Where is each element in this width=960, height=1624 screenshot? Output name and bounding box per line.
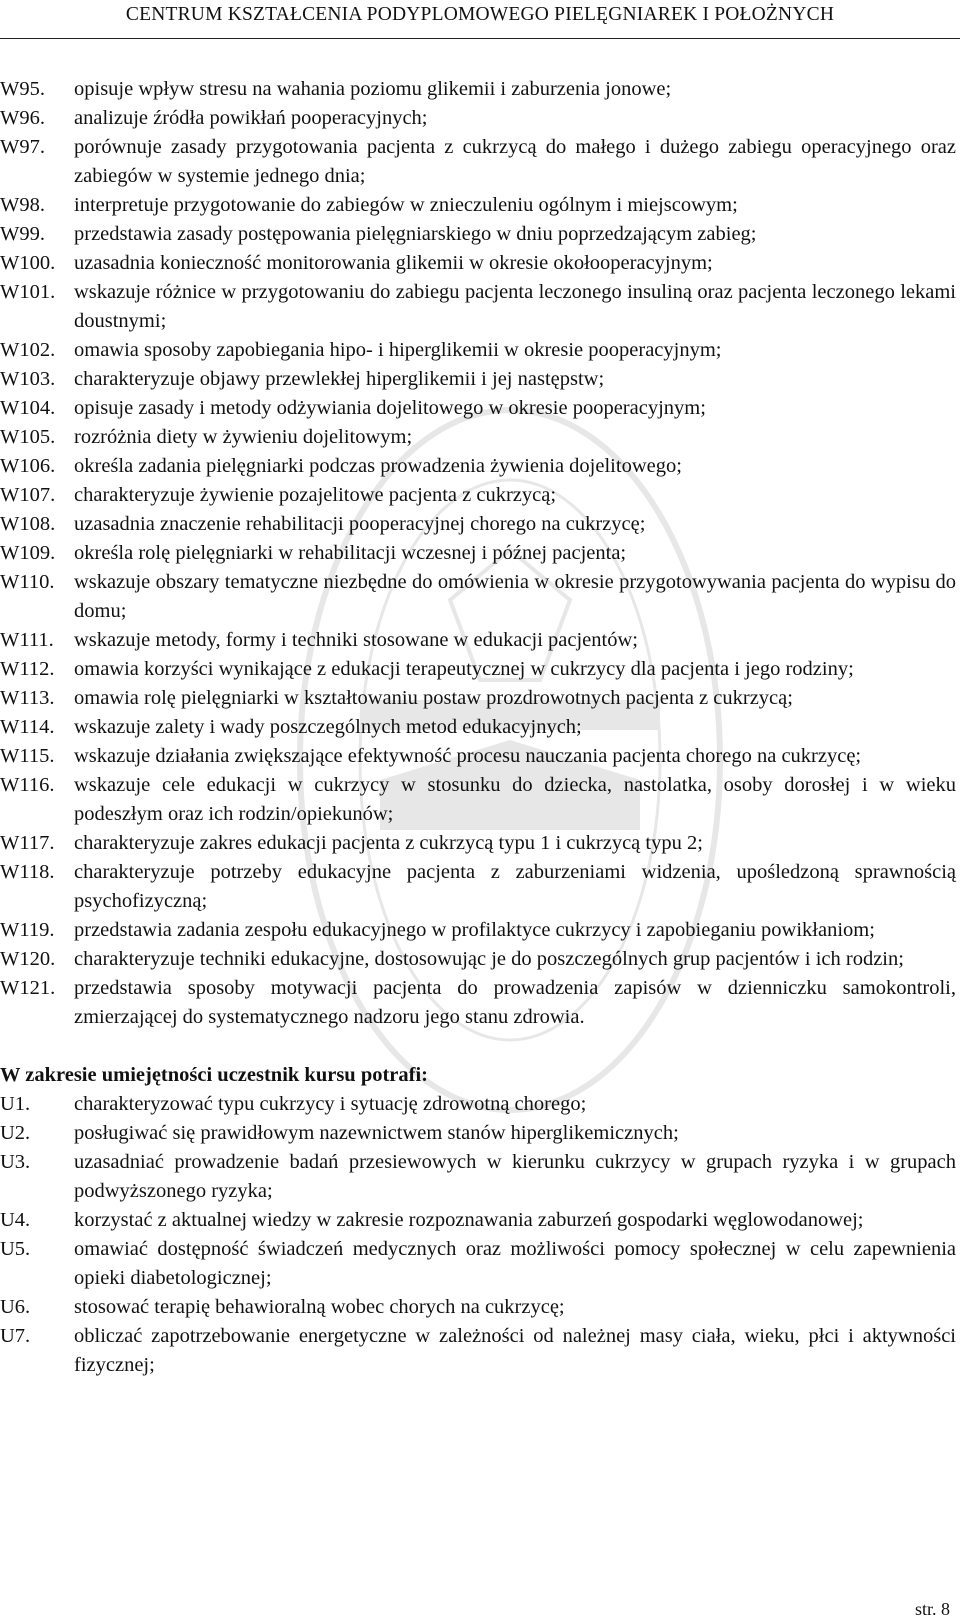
item-code: W104.	[0, 397, 56, 419]
list-item	[0, 1090, 960, 1119]
page-header: CENTRUM KSZTAŁCENIA PODYPLOMOWEGO PIELĘGNIAREK I POŁOŻNYCH	[125, 4, 835, 25]
item-text: charakteryzuje zakres edukacji pacjenta z cukrzycą typu 1 i cukrzycą typu 2;	[74, 832, 703, 854]
list-item	[0, 336, 960, 365]
item-code: W99.	[0, 223, 45, 245]
list-item	[0, 220, 960, 249]
item-code: W96.	[0, 107, 45, 129]
item-code: W112.	[0, 658, 55, 680]
item-code: W106.	[0, 455, 56, 477]
list-item	[0, 858, 960, 916]
list-item	[0, 481, 960, 510]
list-item	[0, 568, 960, 626]
item-code: U2.	[0, 1122, 31, 1144]
item-code: W109.	[0, 542, 56, 564]
document-body	[0, 75, 960, 1380]
list-item	[0, 278, 960, 336]
list-item	[0, 1148, 960, 1206]
list-item	[0, 365, 960, 394]
item-text: wskazuje cele edukacji w cukrzycy w stosunku do dziecka, nastolatka, osoby dorosłej i w wieku podeszłym oraz ich rodzin/opiekunów;	[74, 774, 956, 825]
item-text: omawiać dostępność świadczeń medycznych oraz możliwości pomocy społecznej w celu zapewnienia opieki diabetologicznej;	[74, 1238, 956, 1289]
list-item	[0, 1235, 960, 1293]
item-code: U6.	[0, 1296, 31, 1318]
skills-section-heading: W zakresie umiejętności uczestnik kursu potrafi:	[0, 1064, 429, 1086]
item-text: omawia rolę pielęgniarki w kształtowaniu postaw prozdrowotnych pacjenta z cukrzycą;	[74, 687, 793, 709]
item-text: charakteryzuje żywienie pozajelitowe pacjenta z cukrzycą;	[74, 484, 557, 506]
list-item	[0, 1119, 960, 1148]
list-item	[0, 626, 960, 655]
item-code: W115.	[0, 745, 55, 767]
item-text: charakteryzuje techniki edukacyjne, dostosowując je do poszczególnych grup pacjentów i ich rodzin;	[74, 948, 904, 970]
list-item	[0, 452, 960, 481]
item-text: uzasadnia znaczenie rehabilitacji pooperacyjnej chorego na cukrzycę;	[74, 513, 646, 535]
skills-outcomes-list	[0, 1090, 960, 1380]
item-text: wskazuje obszary tematyczne niezbędne do omówienia w okresie przygotowywania pacjenta do wypisu do domu;	[74, 571, 956, 622]
item-code: W116.	[0, 774, 55, 796]
item-code: W97.	[0, 136, 45, 158]
item-code: W118.	[0, 861, 55, 883]
list-item	[0, 684, 960, 713]
list-item	[0, 1322, 960, 1380]
list-item	[0, 655, 960, 684]
item-text: uzasadnia konieczność monitorowania glikemii w okresie okołooperacyjnym;	[74, 252, 713, 274]
item-text: określa rolę pielęgniarki w rehabilitacji wczesnej i późnej pacjenta;	[74, 542, 627, 564]
item-code: W120.	[0, 948, 56, 970]
item-text: przedstawia zasady postępowania pielęgniarskiego w dniu poprzedzającym zabieg;	[74, 223, 757, 245]
item-code: W114.	[0, 716, 55, 738]
item-text: charakteryzować typu cukrzycy i sytuację zdrowotną chorego;	[74, 1093, 587, 1115]
item-code: W95.	[0, 78, 45, 100]
list-item	[0, 539, 960, 568]
list-item	[0, 191, 960, 220]
item-code: U7.	[0, 1325, 31, 1347]
item-text: opisuje zasady i metody odżywiania dojelitowego w okresie pooperacyjnym;	[74, 397, 706, 419]
item-code: W110.	[0, 571, 55, 593]
item-text: interpretuje przygotowanie do zabiegów w znieczuleniu ogólnym i miejscowym;	[74, 194, 738, 216]
item-code: W111.	[0, 629, 54, 651]
item-code: W113.	[0, 687, 55, 709]
item-text: wskazuje działania zwiększające efektywność procesu nauczania pacjenta chorego na cukrzycę;	[74, 745, 862, 767]
list-item	[0, 104, 960, 133]
item-text: określa zadania pielęgniarki podczas prowadzenia żywienia dojelitowego;	[74, 455, 682, 477]
list-item	[0, 394, 960, 423]
item-code: W119.	[0, 919, 55, 941]
item-text: przedstawia sposoby motywacji pacjenta do prowadzenia zapisów w dzienniczku samokontroli, zmierzającej do systematycznego nadzoru jego stanu zdrowia.	[74, 977, 956, 1028]
item-text: charakteryzuje potrzeby edukacyjne pacjenta z zaburzeniami widzenia, upośledzoną sprawnością psychofizyczną;	[74, 861, 956, 912]
item-text: korzystać z aktualnej wiedzy w zakresie rozpoznawania zaburzeń gospodarki węglowodanowej;	[74, 1209, 864, 1231]
item-text: omawia korzyści wynikające z edukacji terapeutycznej w cukrzycy dla pacjenta i jego rodziny;	[74, 658, 854, 680]
item-text: omawia sposoby zapobiegania hipo- i hiperglikemii w okresie pooperacyjnym;	[74, 339, 722, 361]
item-text: opisuje wpływ stresu na wahania poziomu glikemii i zaburzenia jonowe;	[74, 78, 672, 100]
list-item	[0, 771, 960, 829]
item-text: rozróżnia diety w żywieniu dojelitowym;	[74, 426, 413, 448]
item-text: stosować terapię behawioralną wobec chorych na cukrzycę;	[74, 1296, 565, 1318]
list-item	[0, 423, 960, 452]
item-code: W102.	[0, 339, 56, 361]
list-item	[0, 133, 960, 191]
item-text: wskazuje metody, formy i techniki stosowane w edukacji pacjentów;	[74, 629, 638, 651]
list-item	[0, 742, 960, 771]
item-text: wskazuje zalety i wady poszczególnych metod edukacyjnych;	[74, 716, 582, 738]
list-item	[0, 1206, 960, 1235]
list-item	[0, 945, 960, 974]
item-text: uzasadniać prowadzenie badań przesiewowych w kierunku cukrzycy w grupach ryzyka i w grupach podwyższonego ryzyka;	[74, 1151, 956, 1202]
item-text: wskazuje różnice w przygotowaniu do zabiegu pacjenta leczonego insuliną oraz pacjenta leczonego lekami doustnymi;	[74, 281, 956, 332]
list-item	[0, 916, 960, 945]
item-code: W108.	[0, 513, 56, 535]
item-code: W105.	[0, 426, 56, 448]
header-divider	[0, 38, 960, 39]
list-item	[0, 75, 960, 104]
item-text: charakteryzuje objawy przewlekłej hiperglikemii i jej następstw;	[74, 368, 605, 390]
knowledge-outcomes-list	[0, 75, 960, 1032]
item-text: porównuje zasady przygotowania pacjenta z cukrzycą do małego i dużego zabiegu operacyjnego oraz zabiegów w systemie jednego dnia;	[74, 136, 956, 187]
item-code: U3.	[0, 1151, 31, 1173]
item-text: analizuje źródła powikłań pooperacyjnych;	[74, 107, 428, 129]
item-code: W100.	[0, 252, 56, 274]
item-code: W98.	[0, 194, 45, 216]
item-code: W107.	[0, 484, 56, 506]
list-item	[0, 829, 960, 858]
item-code: U4.	[0, 1209, 31, 1231]
item-code: U1.	[0, 1093, 31, 1115]
list-item	[0, 1293, 960, 1322]
item-text: przedstawia zadania zespołu edukacyjnego w profilaktyce cukrzycy i zapobieganiu powikłaniom;	[74, 919, 875, 941]
list-item	[0, 510, 960, 539]
item-code: W103.	[0, 368, 56, 390]
item-code: U5.	[0, 1238, 31, 1260]
item-code: W117.	[0, 832, 55, 854]
list-item	[0, 249, 960, 278]
item-text: obliczać zapotrzebowanie energetyczne w zależności od należnej masy ciała, wieku, płci i aktywności fizycznej;	[74, 1325, 956, 1376]
item-code: W121.	[0, 977, 56, 999]
item-code: W101.	[0, 281, 56, 303]
item-text: posługiwać się prawidłowym nazewnictwem stanów hiperglikemicznych;	[74, 1122, 679, 1144]
list-item	[0, 974, 960, 1032]
page-number: str. 8	[914, 1599, 950, 1619]
list-item	[0, 713, 960, 742]
